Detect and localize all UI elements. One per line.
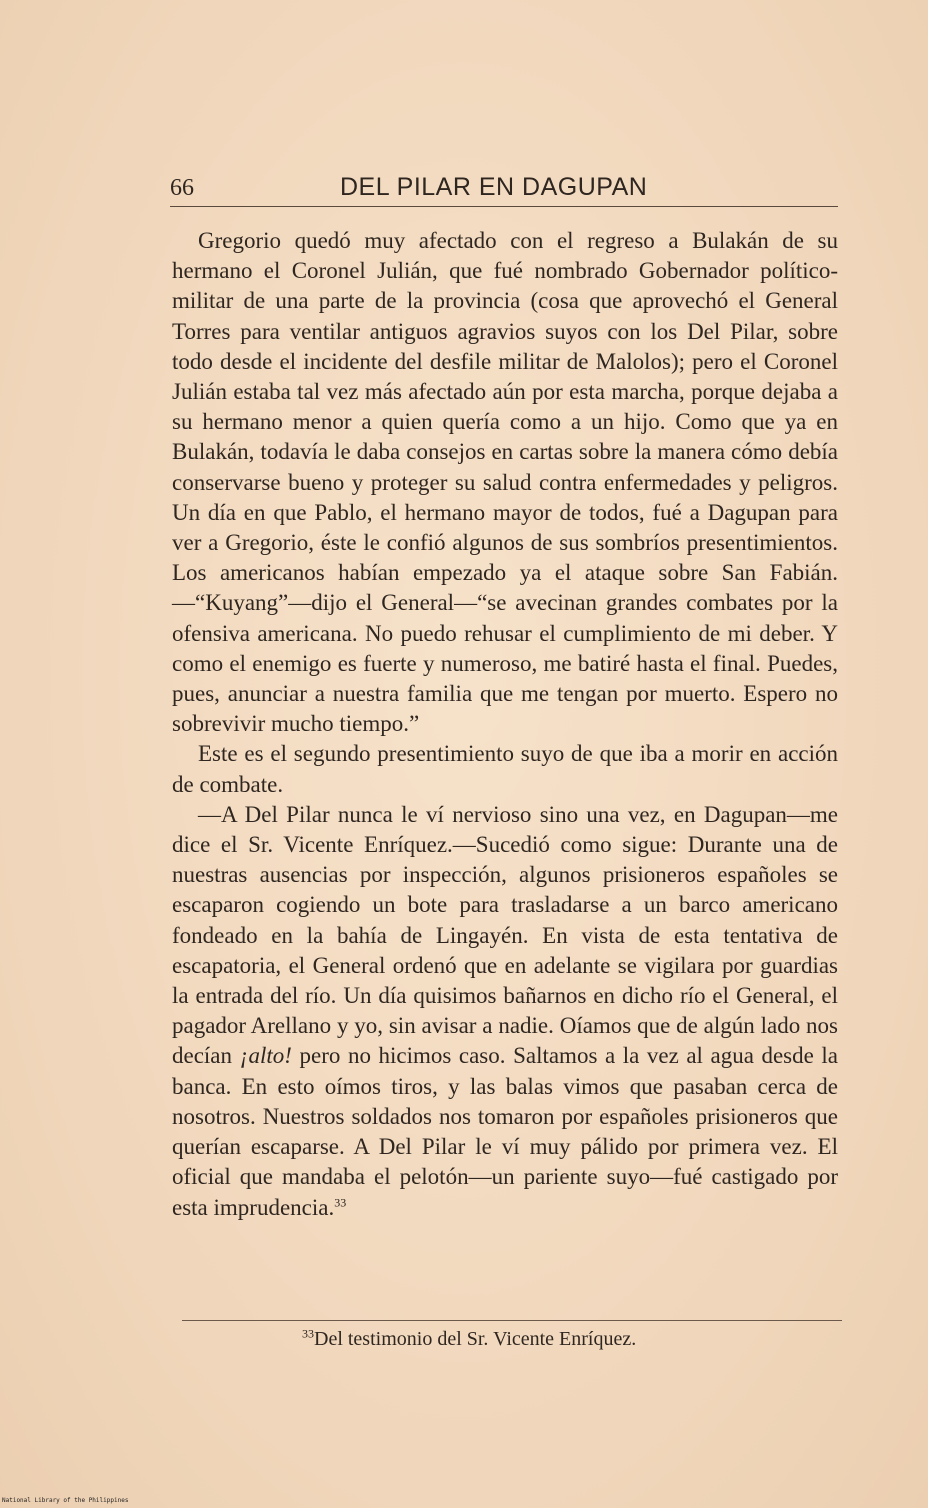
italic-exclamation: ¡alto! (239, 1043, 292, 1069)
running-title: DEL PILAR EN DAGUPAN (340, 173, 648, 201)
body-text (172, 226, 838, 1223)
paragraph: Este es el segundo presentimiento suyo de que iba a morir en acción de combate. (172, 741, 838, 797)
footnote-text: Del testimonio del Sr. Vicente Enríquez. (314, 1328, 637, 1350)
footnote-reference: 33 (334, 1194, 347, 1209)
footnote-marker: 33 (302, 1326, 314, 1341)
footnote (302, 1326, 822, 1352)
footnote-rule (182, 1320, 842, 1321)
paragraph (172, 800, 838, 1223)
library-credit: National Library of the Philippines (2, 1497, 129, 1504)
page-number: 66 (170, 175, 194, 201)
page-header (170, 162, 840, 202)
paragraph-text: pero no hicimos caso. Saltamos a la vez al agua desde la banca. En esto oímos tiros, y las balas vimos que pasaban cerca de nosotros. Nuestros soldados nos tomaron por españoles prisioneros que querían escaparse. A Del Pilar le ví muy pálido por primera vez. El oficial que mandaba el pelotón—un pariente suyo—fué castigado por esta imprudencia. (172, 1043, 838, 1220)
header-rule (170, 206, 838, 207)
paragraph: Gregorio quedó muy afectado con el regreso a Bulakán de su hermano el Coronel Julián, que fué nombrado Gobernador político-militar de una parte de la provincia (cosa que aprovechó el General Torres para ventilar antiguos agravios suyos con los Del Pilar, sobre todo desde el incidente del desfile militar de Malolos); pero el Coronel Julián estaba tal vez más afectado aún por esta marcha, porque dejaba a su hermano menor a quien quería como a un hijo. Como que ya en Bulakán, todavía le daba consejos en cartas sobre la manera cómo debía conservarse bueno y proteger su salud contra enfermedades y peligros. Un día en que Pablo, el hermano mayor de todos, fué a Dagupan para ver a Gregorio, éste le confió algunos de sus sombríos presentimientos. Los americanos habían empezado ya el ataque sobre San Fabián.—“Kuyang”—dijo el General—“se avecinan grandes combates por la ofensiva americana. No puedo rehusar el cumplimiento de mi deber. Y como el enemigo es fuerte y numeroso, me batiré hasta el final. Puedes, pues, anunciar a nuestra familia que me tengan por muerto. Espero no sobrevivir mucho tiempo.” (172, 228, 838, 737)
paragraph-text: —A Del Pilar nunca le ví nervioso sino una vez, en Dagupan—me dice el Sr. Vicente Enríquez.—Sucedió como sigue: Durante una de nuestras ausencias por inspección, algunos prisioneros españoles se escaparon cogiendo un bote para trasladarse a un barco americano fondeado en la bahía de Lingayén. En vista de esta tentativa de escapatoria, el General ordenó que en adelante se vigilara por guardias la entrada del río. Un día quisimos bañarnos en dicho río el General, el pagador Arellano y yo, sin avisar a nadie. Oíamos que de algún lado nos decían (172, 801, 838, 1069)
